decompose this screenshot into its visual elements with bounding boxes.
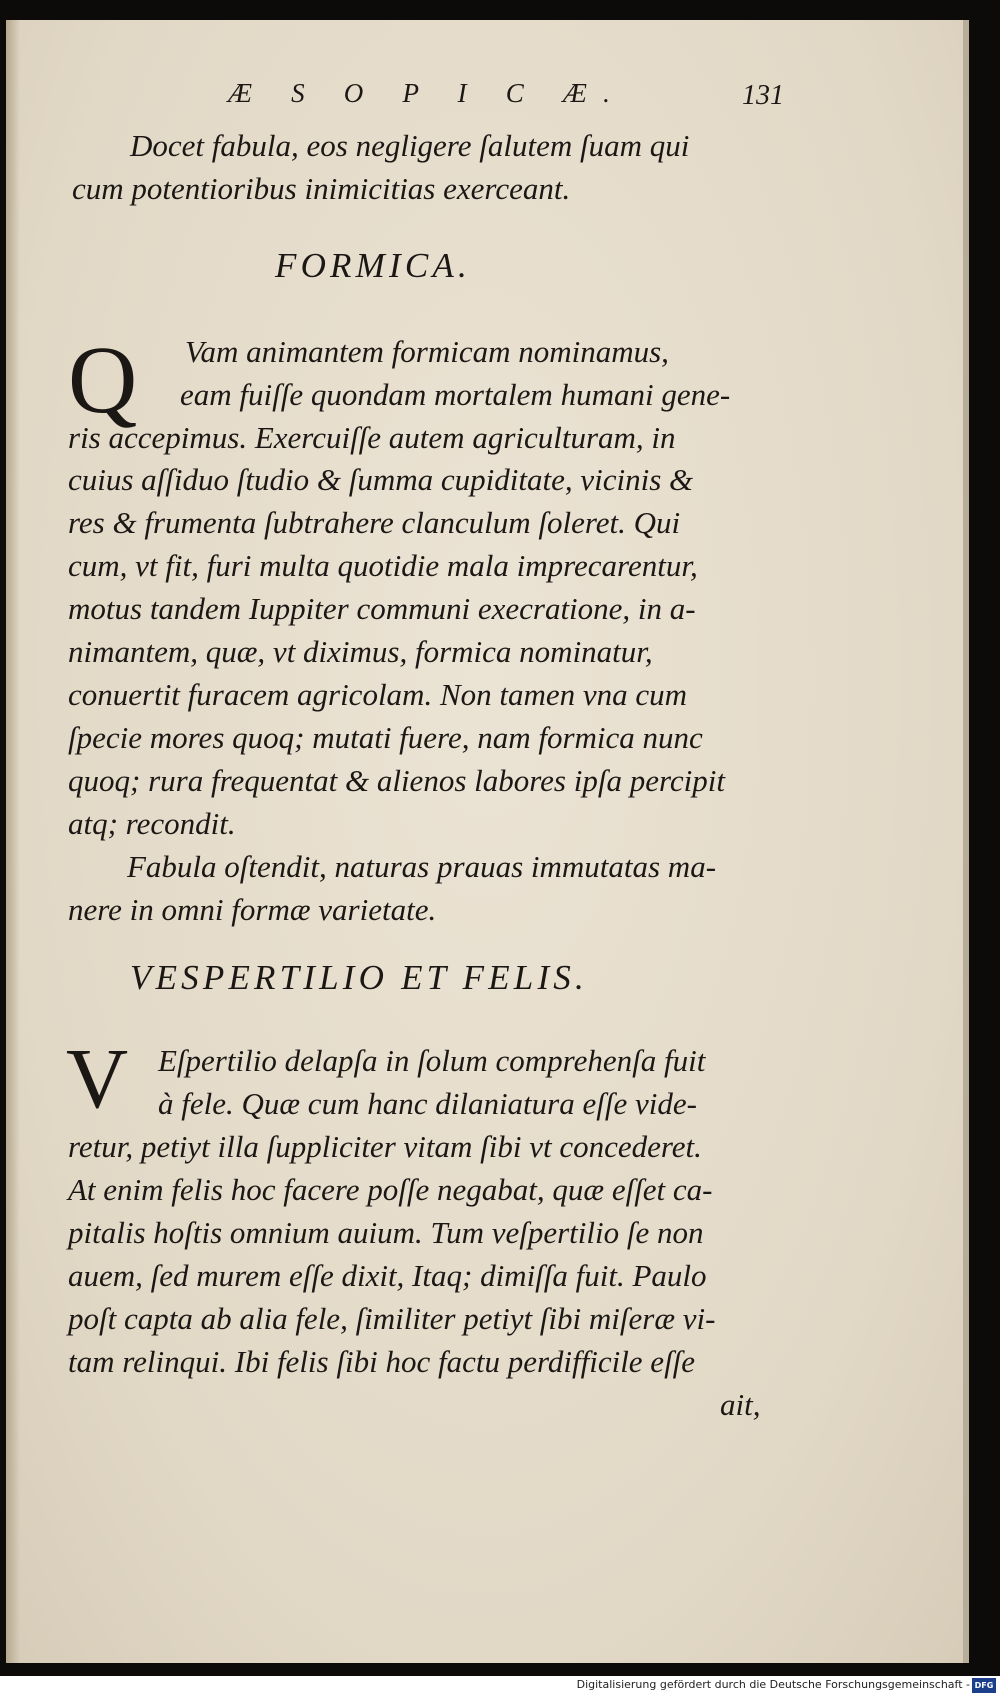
page-gutter-shadow — [6, 20, 20, 1663]
dfg-logo: DFG — [972, 1678, 996, 1693]
page-number: 131 — [742, 80, 784, 111]
fable2-line: tam relinqui. Ibi felis ſibi hoc factu perdifficile eſſe — [68, 1344, 696, 1379]
fable1-line: quoq; rura frequentat & alienos labores ipſa percipit — [68, 763, 725, 798]
fable1-line: Vam animantem formicam nominamus, — [185, 334, 669, 369]
catchword: ait, — [720, 1387, 761, 1422]
fable1-line: cuius aſſiduo ſtudio & ſumma cupiditate, vicinis & — [68, 462, 694, 497]
digitization-credit: Digitalisierung gefördert durch die Deutsche Forschungsgemeinschaft - — [576, 1678, 970, 1691]
fable1-line: ſpecie mores quoq; mutati fuere, nam formica nunc — [68, 720, 703, 755]
fable1-line: res & frumenta ſubtrahere clanculum ſoleret. Qui — [68, 505, 681, 540]
fable1-line: atq; recondit. — [68, 806, 236, 841]
fable2-line: retur, petiyt illa ſuppliciter vitam ſibi vt concederet. — [68, 1129, 702, 1164]
fable-title-formica: FORMICA. — [275, 246, 471, 285]
fable1-line: nimantem, quæ, vt diximus, formica nominatur, — [68, 634, 653, 669]
fable2-line: Eſpertilio delapſa in ſolum comprehenſa fuit — [158, 1043, 706, 1078]
fable1-line: ris accepimus. Exercuiſſe autem agriculturam, in — [68, 420, 676, 455]
intro-line: cum potentioribus inimicitias exerceant. — [72, 171, 571, 206]
fable1-line: cum, vt fit, furi multa quotidie mala imprecarentur, — [68, 548, 698, 583]
running-title: Æ S O P I C Æ. — [228, 78, 627, 108]
dropcap-q: Q — [68, 326, 138, 433]
fable1-line: conuertit furacem agricolam. Non tamen vna cum — [68, 677, 688, 712]
fable1-line: eam fuiſſe quondam mortalem humani gene- — [180, 377, 731, 412]
fable1-moral-line: Fabula oſtendit, naturas prauas immutatas ma- — [127, 849, 717, 884]
fable2-line: à fele. Quæ cum hanc dilaniatura eſſe vide- — [158, 1086, 697, 1121]
fable2-line: At enim felis hoc facere poſſe negabat, quæ eſſet ca- — [68, 1172, 713, 1207]
fable2-line: auem, ſed murem eſſe dixit, Itaq; dimiſſa fuit. Paulo — [68, 1258, 707, 1293]
dropcap-v: V — [66, 1030, 129, 1126]
fable1-line: motus tandem Iuppiter communi execratione, in a- — [68, 591, 696, 626]
fable2-line: pitalis hoſtis omnium auium. Tum veſpertilio ſe non — [68, 1215, 704, 1250]
fable1-moral-line: nere in omni formæ varietate. — [68, 892, 437, 927]
fable-title-vespertilio: VESPERTILIO ET FELIS. — [130, 958, 588, 997]
intro-line: Docet fabula, eos negligere ſalutem ſuam qui — [130, 128, 690, 163]
fable2-line: poſt capta ab alia fele, ſimiliter petiyt ſibi miſeræ vi- — [68, 1301, 716, 1336]
